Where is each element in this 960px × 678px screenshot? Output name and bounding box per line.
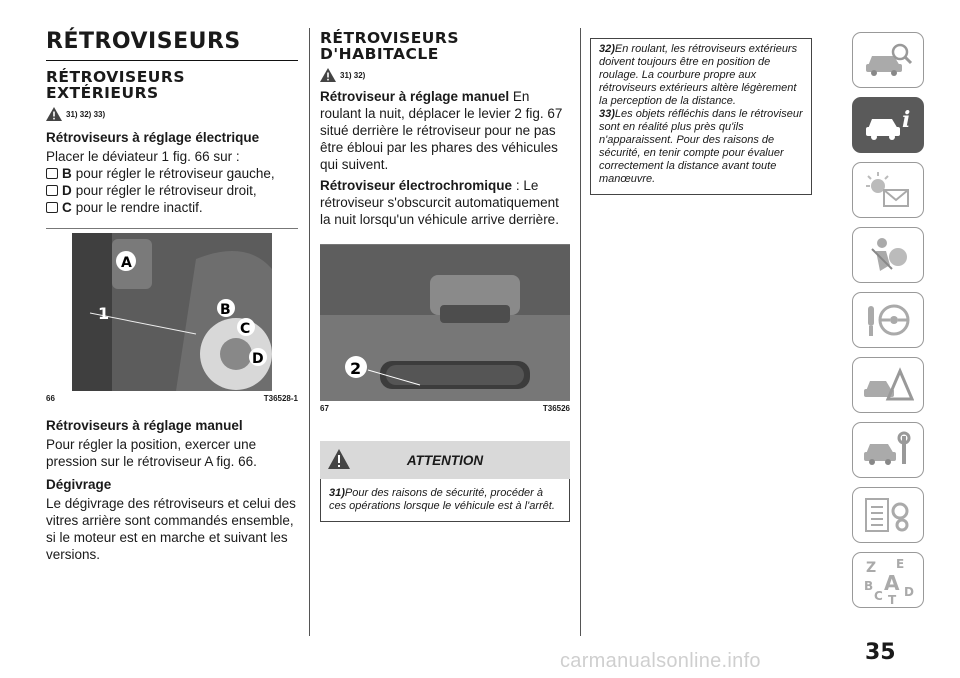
svg-text:Z: Z [866,560,877,576]
figure-67 [320,244,570,413]
column-divider [309,28,310,636]
checklist-gears-icon [862,495,914,535]
chapter-nav [852,32,924,617]
warning-icon [328,449,350,469]
warning-refs: 31) 32) [320,68,570,82]
warning-light-envelope-icon [862,170,914,210]
tab-emergency[interactable] [852,357,924,413]
car-search-icon [862,40,914,80]
section-title-interior: RÉTROVISEURS D'HABITACLE [320,29,459,63]
svg-text:i: i [902,107,911,133]
defrost-text: Le dégivrage des rétroviseurs et celui des vitres arrière sont commandés ensemble, si le moteur est en marche et suivant les versions. [46,496,296,562]
warning-icon [320,68,336,82]
column-divider [580,28,581,636]
mirror-control-photo [46,229,298,391]
heading-electric: Rétroviseurs à réglage électrique [46,130,260,145]
figure-label: 1 [98,304,110,323]
interior-mirror-photo [320,245,570,401]
page-title: RÉTROVISEURS [46,30,298,61]
car-info-icon [862,105,914,145]
tab-maintenance[interactable] [852,422,924,478]
column-interior-mirror [320,30,570,522]
list-item: C pour le rendre inactif. [46,199,298,216]
tab-driving[interactable] [852,292,924,348]
checkbox-icon [46,202,58,213]
tab-car-knowledge[interactable] [852,32,924,88]
page-number: 35 [865,640,896,665]
tab-index[interactable] [852,552,924,608]
svg-text:A: A [884,571,900,595]
heading-manual: Rétroviseurs à réglage manuel [46,418,243,433]
checkbox-icon [46,168,58,179]
svg-text:T: T [888,593,897,604]
tab-car-info[interactable] [852,97,924,153]
figure-label: D [252,351,264,367]
svg-text:E: E [896,557,905,571]
figure-label: A [121,255,132,271]
intro-text: Placer le déviateur 1 fig. 66 sur : [46,149,240,164]
column-exterior-mirrors [46,30,298,563]
svg-text:B: B [864,579,874,593]
warning-refs: 31) 32) 33) [46,107,298,121]
manual-text: Pour régler la position, exercer une pression sur le rétroviseur A fig. 66. [46,437,257,469]
watermark: carmanualsonline.info [560,650,761,672]
attention-note-31: 31)Pour des raisons de sécurité, procéder à ces opérations lorsque le véhicule est à l'arrêt. [320,479,570,522]
section-title-exterior: RÉTROVISEURS EXTÉRIEURS [46,68,185,102]
tab-technical-data[interactable] [852,487,924,543]
figure-66 [46,228,298,403]
car-wrench-icon [862,430,914,470]
svg-text:D: D [904,585,914,599]
column-notes [590,38,812,195]
car-warning-triangle-icon [862,365,914,405]
list-item: D pour régler le rétroviseur droit, [46,182,298,199]
tab-warning-lights[interactable] [852,162,924,218]
manual-paragraph: Rétroviseur à réglage manuel En roulant la nuit, déplacer le levier 2 fig. 67 situé derrière le rétroviseur pour ne pas être ébloui par les phares des véhicules qui suivent. [320,89,563,172]
note-32: 32)En roulant, les rétroviseurs extérieurs doivent toujours être en position de roulage. La courbure propre aux rétroviseurs extérieurs altère légèrement la perception de la distance. [599,43,798,107]
warning-icon [46,107,62,121]
figure-label: 2 [350,359,362,378]
key-steering-wheel-icon [862,300,914,340]
attention-notes-box [590,38,812,195]
figure-caption: 66 T36528-1 [46,394,298,403]
tab-safety[interactable] [852,227,924,283]
checkbox-icon [46,185,58,196]
airbag-passenger-icon [862,235,914,275]
svg-text:C: C [874,589,883,603]
note-33: 33)Les objets réfléchis dans le rétroviseur sont en réalité plus près qu'ils n'apparaissent. Pour des raisons de sécurité, en tenir compte pour évaluer correctement la distance avant toute manœuvre. [599,108,803,185]
figure-label: B [220,302,231,318]
figure-caption: 67 T36526 [320,404,570,413]
list-item: B pour régler le rétroviseur gauche, [46,165,298,182]
figure-label: C [240,321,251,337]
heading-defrost: Dégivrage [46,477,112,492]
electro-paragraph: Rétroviseur électrochromique : Le rétroviseur s'obscurcit automatiquement la nuit lorsqu'un véhicule arrive derrière. [320,178,559,227]
attention-header: ATTENTION [320,441,570,479]
alphabetical-index-icon [860,556,916,604]
